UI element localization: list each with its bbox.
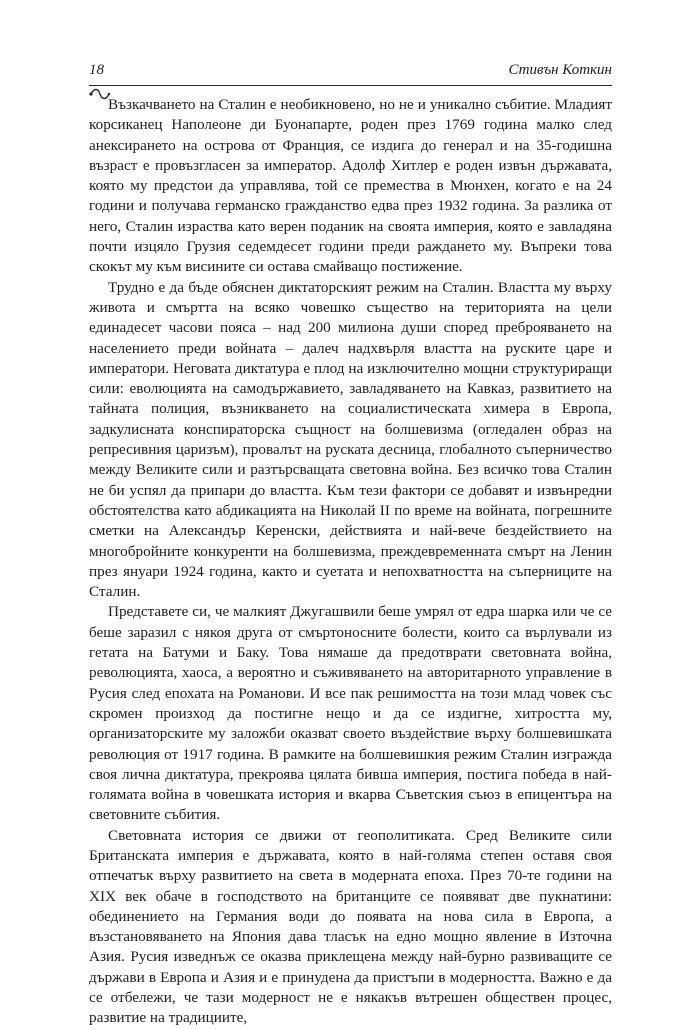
paragraph-4: Световната история се движи от геополитиката. Сред Великите сили Британската империя е държавата, която в най-голяма степен оставя своя отпечатък върху развитието на света в модерната епоха. През 70-те години на XIX век обаче в господството на британците се появяват две пукнатини: обединението на Германия води до появата на нова сила в Европа, а възстановяването на Япония дава тласък на едно мощно явление в Източна Азия. Русия изведнъж се оказва приклещена между най-бурно развиващите се държави в Европа и Азия и е принудена да пристъпи в модерността. Важно е да се отбележи, че тази модерност не е някакъв вътрешен обществен процес, развитие на традициите, (89, 826, 612, 1027)
paragraph-2: Трудно е да бъде обяснен диктаторският режим на Сталин. Властта му върху живота и смъртта на всяко човешко същество на територията на цели единадесет часови пояса – над 200 милиона души според преброяването на населението преди войната – далеч надхвърля властта на руските царе и императори. Неговата диктатура е плод на изключително мощни структуриращи сили: еволюцията на самодържавието, завладяването на Кавказ, развитието на тайната полиция, възникването на социалистическата химера в Европа, задкулисната конспираторска същност на болшевизма (огледален образ на репресивния царизъм), провалът на руската десница, глобалното съперничество между Великите сили и разтърсващата световна война. Без всичко това Сталин не би успял да припари до властта. Към тези фактори се добавят и извънредни обстоятелства като абдикацията на Николай II по време на войната, погрешните сметки на Александър Керенски, действията и най-вече бездействието на многобройните конкуренти на болшевизма, преждевременната смърт на Ленин през януари 1924 година, както и суетата и непохватността на съперниците на Сталин. (89, 278, 612, 601)
page-header (89, 55, 612, 86)
paragraph-3: Представете си, че малкият Джугашвили беше умрял от едра шарка или че се беше заразил с някоя друга от смъртоносните болести, които са върлували из гетата на Батуми и Баку. Това нямаше да предотврати световната война, революцията, хаоса, а вероятно и съживяването на авторитарното управление в Русия след епохата на Романови. И все пак решимостта на този млад човек със скромен произход да постигне нещо и да се издигне, хитростта му, организаторските му заложби оказват своето въздействие върху болшевишката революция от 1917 година. В рамките на болшевишкия режим Сталин изгражда своя лична диктатура, прекроява цялата бивша империя, постига победа в най-голямата война в човешката история и вкарва Съветския съюз в епицентъра на световните събития. (89, 603, 612, 824)
page-number: 18 (89, 62, 104, 78)
paragraph-1: Възкачването на Сталин е необикновено, но не и уникално събитие. Младият корсиканец Наполеоне ди Буонапарте, роден през 1769 година малко след анексирането на острова от Франция, се издига до генерал и на 35-годишна възраст е провъзгласен за император. Адолф Хитлер е роден извън държавата, която му предстои да управлява, той се премества в Мюнхен, когато е на 24 години и получава германско гражданство едва през 1932 година. За разлика от него, Сталин израства като верен поданик на своята империя, която е завладяна почти изцяло Грузия седемдесет години преди раждането му. Въпреки това скокът му към висините си остава смайващо постижение. (89, 96, 612, 276)
body-text (89, 95, 612, 1029)
running-head-author: Стивън Коткин (508, 62, 612, 78)
